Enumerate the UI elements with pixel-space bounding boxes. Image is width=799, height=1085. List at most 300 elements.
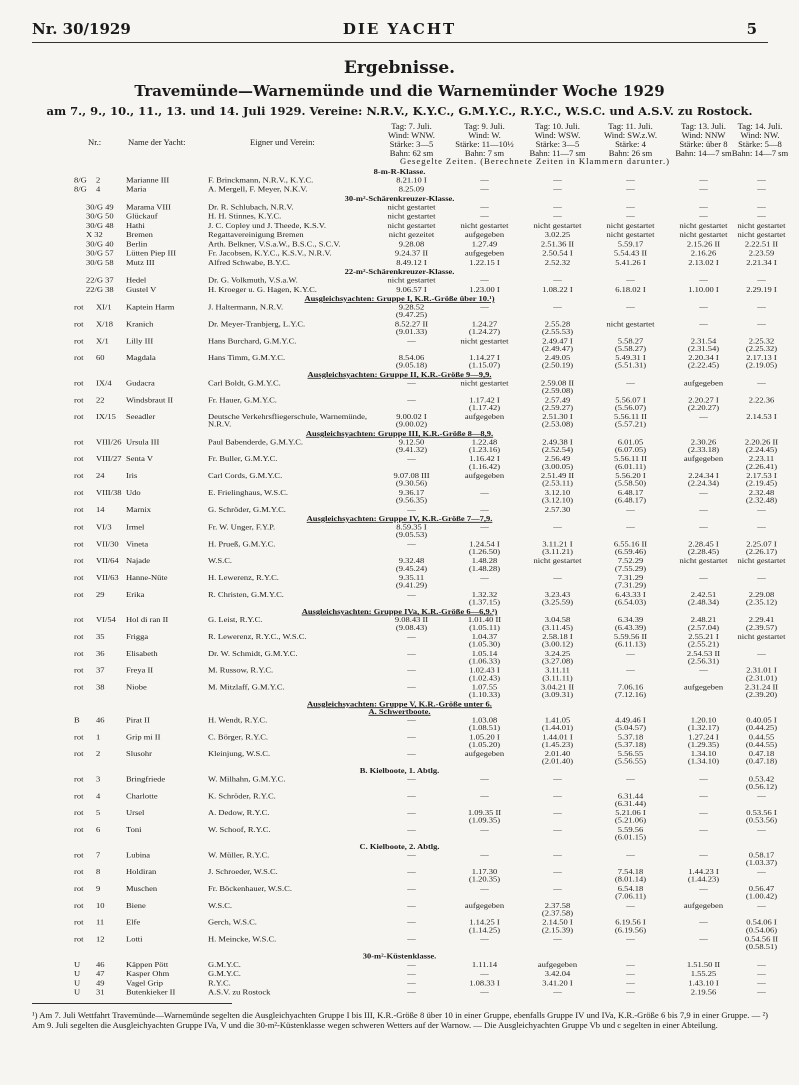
sail-class: rot — [74, 749, 84, 758]
race-time: 7.52.29 (7.55.29) — [614, 556, 647, 573]
footnote-rule — [32, 1003, 232, 1004]
race-time: 5.56.11 II (6.01.11) — [614, 454, 647, 471]
race-time: — — [699, 505, 708, 514]
race-time: — — [626, 666, 635, 675]
race-time: — — [626, 774, 635, 784]
table-row — [0, 809, 799, 824]
race-time: nicht gestartet — [737, 632, 786, 641]
yacht-name: Windsbraut II — [126, 395, 174, 404]
sail-number: 4 — [96, 791, 101, 800]
yacht-name: Senta V — [126, 454, 153, 463]
race-time: — — [553, 867, 562, 876]
owner-club: J. Haltermann, N.R.V. — [208, 302, 284, 312]
race-time: — — [699, 850, 708, 859]
sail-class: rot — [74, 454, 84, 463]
yacht-name: Elisabeth — [126, 649, 158, 658]
section-heading: Ausgleichsyachten: Gruppe I, K.R.-Größe über 10.¹) — [304, 294, 495, 303]
race-time: nicht gestartet — [460, 221, 509, 230]
race-time: 2.24.34 I (2.24.34) — [687, 471, 720, 488]
table-row — [0, 396, 799, 411]
race-time: nicht gestartet — [606, 230, 655, 239]
table-row — [0, 733, 799, 748]
page-title: Ergebnisse. — [343, 58, 456, 78]
sail-number: 46 — [96, 715, 105, 725]
sail-class: rot — [74, 666, 84, 675]
yacht-name: Vineta — [126, 539, 149, 549]
sail-number: 24 — [96, 471, 105, 480]
race-time: 1.23.00 I — [469, 285, 500, 294]
sail-class: B — [74, 715, 80, 725]
sail-class: U — [74, 987, 81, 997]
race-time: 1.08.33 I — [469, 978, 500, 988]
race-time: 1.24.27 (1.24.27) — [468, 319, 501, 336]
table-row — [0, 506, 799, 514]
yacht-name: Frigga — [126, 632, 149, 641]
race-time: 1.32.32 (1.37.15) — [468, 590, 501, 607]
race-time: — — [699, 184, 708, 194]
race-time: 1.03.08 (1.08.51) — [468, 715, 501, 732]
sail-number: VI/3 — [96, 522, 112, 532]
race-time: — — [626, 378, 635, 388]
race-time: nicht gestartet — [737, 556, 786, 565]
sail-class: 22/G 37 — [86, 275, 114, 285]
table-row — [0, 792, 799, 807]
sail-class: rot — [74, 505, 84, 514]
yacht-name: Kaptein Harm — [126, 302, 175, 312]
race-time: nicht gestartet — [679, 230, 728, 239]
table-row — [0, 633, 799, 648]
owner-club: Gerch, W.S.C. — [208, 917, 257, 927]
race-time: 0.47.18 (0.47.18) — [745, 749, 778, 766]
race-time: — — [757, 505, 766, 514]
sail-number: 8 — [96, 867, 101, 876]
sail-class: 30/G 58 — [86, 258, 114, 267]
owner-club: W. Müller, R.Y.C. — [208, 850, 270, 859]
race-time: — — [699, 934, 708, 944]
race-time: — — [407, 454, 416, 463]
race-time: — — [407, 867, 416, 876]
sail-class: rot — [74, 556, 84, 565]
yacht-name: Lilly III — [126, 336, 154, 345]
yacht-name: Slusohr — [126, 749, 152, 758]
yacht-name: Gustel V — [126, 285, 157, 294]
sail-class: rot — [74, 732, 84, 741]
race-time: 3.04.21 II (3.09.31) — [540, 682, 575, 699]
race-time: 2.17.13 I (2.19.05) — [745, 353, 778, 370]
race-time: aufgegeben — [464, 248, 505, 258]
race-time: — — [407, 978, 416, 988]
sail-class: rot — [74, 378, 84, 388]
owner-club: W. Schoof, R.Y.C. — [208, 825, 271, 834]
sail-class: rot — [74, 917, 84, 927]
race-time: nicht gestartet — [387, 211, 436, 221]
race-time: — — [553, 884, 562, 893]
race-time: — — [480, 573, 489, 582]
race-time: 2.22.51 II — [744, 239, 779, 249]
sail-number: 9 — [96, 884, 101, 893]
race-time: 2.16.26 — [690, 248, 717, 258]
sail-class: rot — [74, 302, 84, 312]
owner-club: A. Dedow, R.Y.C. — [208, 808, 270, 817]
race-time: 5.56.07 I (5.56.07) — [614, 395, 647, 412]
race-time: 9.28.52 (9.47.25) — [395, 302, 428, 319]
race-time: — — [626, 934, 635, 944]
owner-club: H. H. Stinnes, K.Y.C. — [208, 211, 282, 221]
table-row — [0, 851, 799, 866]
table-row — [0, 717, 799, 732]
race-time: 6.55.16 II (6.59.46) — [613, 539, 648, 556]
race-time: aufgegeben — [683, 454, 724, 463]
section-heading: B. Kielboote, 1. Abtlg. — [359, 766, 440, 775]
day-header: Tag: 14. Juli. Wind: NW. Stärke: 5—8 Bahn: 14—7 sm — [731, 121, 789, 158]
sail-class: rot — [74, 791, 84, 800]
owner-club: Arth. Belkner, V.S.a.W., B.S.C., S.C.V. — [208, 239, 341, 249]
race-time: 2.49.38 I (2.52.54) — [541, 437, 574, 454]
race-time: 3.04.58 (3.11.45) — [542, 615, 573, 632]
race-time: nicht gestartet — [460, 378, 509, 388]
day-header: Tag: 11. Juli. Wind: SW.z.W. Stärke: 4 Bahn: 26 sm — [604, 121, 657, 158]
race-time: 2.25.07 I (2.26.17) — [745, 539, 778, 556]
journal-title: DIE YACHT — [342, 20, 457, 38]
sail-number: IX/15 — [96, 412, 116, 421]
sail-class: rot — [74, 336, 84, 345]
race-time: 0.40.05 I (0.44.25) — [745, 715, 778, 732]
sail-number: 37 — [96, 666, 105, 675]
yacht-name: Kranich — [126, 319, 154, 329]
race-time: 1.55.25 — [690, 969, 717, 978]
race-time: — — [407, 791, 416, 800]
col-label-yacht: Name der Yacht: — [128, 137, 186, 147]
race-time: — — [407, 632, 416, 641]
race-time: nicht gestartet — [533, 221, 582, 230]
race-time: 2.17.53 I (2.19.45) — [745, 471, 778, 488]
issue-number: Nr. 30/1929 — [32, 20, 131, 38]
owner-club: C. Börger, R.Y.C. — [208, 732, 269, 741]
race-time: — — [407, 539, 416, 549]
race-time: — — [480, 791, 489, 800]
race-time: 0.53.56 I (0.53.56) — [745, 808, 778, 825]
race-time: — — [757, 791, 766, 800]
race-time: 1.16.42 I (1.16.42) — [468, 454, 501, 471]
table-row — [0, 776, 799, 791]
sail-number: 14 — [96, 505, 105, 514]
section-heading: Ausgleichsyachten: Gruppe III, K.R.-Größe 8—8,9. — [305, 429, 494, 438]
sail-class: 30/G 49 — [86, 202, 114, 211]
sail-number: X/18 — [96, 319, 113, 329]
race-time: nicht gezeitet — [388, 230, 435, 239]
race-time: — — [626, 960, 635, 969]
regatta-subline: am 7., 9., 10., 11., 13. und 14. Juli 1929. Vereine: N.R.V., K.Y.C., G.M.Y.C., R.Y.C., W.S.C. und A.S.V. zu Rostock. — [46, 104, 753, 118]
section-heading: 30-m²-Schärenkreuzer-Klasse. — [344, 194, 455, 203]
sail-class: U — [74, 969, 81, 978]
day-header: Tag: 9. Juli. Wind: W. Stärke: 11—10½ Bahn: 7 sm — [455, 121, 514, 158]
yacht-name: Marnix — [126, 505, 152, 514]
owner-club: H. Prueß, G.M.Y.C. — [208, 539, 276, 549]
owner-club: H. Kroeger u. G. Hagen, K.Y.C. — [208, 285, 317, 294]
race-time: 6.18.02 I — [615, 285, 646, 294]
race-time: — — [553, 184, 562, 194]
sail-number: VIII/27 — [96, 454, 122, 463]
race-time: 0.44.55 (0.44.55) — [745, 732, 778, 749]
yacht-name: Marianne III — [126, 175, 170, 185]
race-time: nicht gestartet — [679, 221, 728, 230]
race-time: — — [699, 211, 708, 221]
owner-club: R. Lewerenz, R.Y.C., W.S.C. — [208, 632, 307, 641]
table-row — [0, 176, 799, 184]
owner-club: Dr. R. Schlubach, N.R.V. — [208, 202, 294, 211]
race-time: 0.53.42 (0.56.12) — [745, 774, 778, 791]
race-time: 1.14.25 I (1.14.25) — [468, 917, 501, 934]
race-time: — — [480, 202, 489, 211]
race-time: — — [757, 649, 766, 658]
race-time: — — [480, 175, 489, 185]
owner-club: A. Mergell, F. Meyer, N.K.V. — [208, 184, 308, 194]
race-time: 2.49.05 (2.50.19) — [541, 353, 574, 370]
yacht-name: Berlin — [126, 239, 148, 249]
table-row — [0, 354, 799, 369]
race-time: 2.58.18 I (3.00.12) — [541, 632, 574, 649]
sail-number: 22 — [96, 395, 105, 404]
race-time: — — [626, 302, 635, 312]
sail-number: 11 — [96, 917, 105, 927]
race-time: — — [480, 850, 489, 859]
sail-number: 5 — [96, 808, 101, 817]
race-time: 2.28.45 I (2.28.45) — [687, 539, 720, 556]
race-time: 1.10.00 I — [688, 285, 719, 294]
owner-club: R. Christen, G.M.Y.C. — [208, 590, 284, 599]
race-time: nicht gestartet — [679, 556, 728, 565]
yacht-name: Butenkieker II — [126, 987, 176, 997]
race-time: 2.55.28 (2.55.53) — [541, 319, 574, 336]
table-row — [0, 574, 799, 589]
sail-class: 30/G 57 — [86, 248, 114, 258]
race-time: — — [626, 649, 635, 658]
yacht-name: Niobe — [126, 682, 147, 692]
race-time: — — [407, 808, 416, 817]
sail-number: 2 — [96, 749, 101, 758]
race-time: 0.54.56 II (0.58.51) — [744, 934, 779, 951]
sail-number: 7 — [96, 850, 101, 859]
race-time: — — [407, 378, 416, 388]
sail-number: 12 — [96, 934, 105, 944]
table-row — [0, 989, 799, 997]
yacht-name: Grip mi II — [126, 732, 161, 741]
section-heading: Ausgleichsyachten: Gruppe V, K.R.-Größe unter 6. A. Schwertboote. — [307, 699, 492, 716]
race-time: — — [626, 184, 635, 194]
owner-club: Deutsche Verkehrsfliegerschule, Warnemünde, N.R.V. — [208, 412, 368, 429]
table-row — [0, 489, 799, 504]
sail-class: rot — [74, 884, 84, 893]
sail-class: rot — [74, 590, 84, 599]
race-time: 2.25.32 (2.25.32) — [745, 336, 778, 353]
race-time: — — [407, 884, 416, 893]
race-time: 1.22.15 I — [469, 258, 500, 267]
footnote: ¹) Am 7. Juli Wettfahrt Travemünde—Warnemünde segelten die Ausgleichyachten Gruppe I bis III, K.R.-Größe 8 über 10 in einer Gruppe, ebenfalls Gruppe IV und IVa, K.R.-Größe 6 bis 7,9 in einer Gruppe. — ²) Am 9. Juli segelten die Ausgleichyachten Gruppe IVa, V und die 30-m²-Küstenklasse wegen schweren Wetters auf der Warnow. — Die Ausgleichyachten Gruppe Vb und c segelten in einer Abteilung. — [32, 1010, 768, 1030]
race-time: — — [757, 319, 766, 329]
race-time: nicht gestartet — [533, 556, 582, 565]
sail-number: 29 — [96, 590, 105, 599]
yacht-name: Hol di ran II — [126, 615, 169, 624]
race-time: 1.09.35 II (1.09.35) — [467, 808, 502, 825]
sail-number: VIII/26 — [96, 437, 122, 447]
section-heading: Ausgleichsyachten: Gruppe IV, K.R.-Größe 7—7,9. — [306, 514, 493, 523]
yacht-name: Käppen Pött — [126, 960, 169, 969]
yacht-name: Hedel — [126, 275, 147, 285]
race-time: — — [626, 505, 635, 514]
table-row — [0, 380, 799, 395]
race-time: — — [757, 184, 766, 194]
sail-number: VII/30 — [96, 539, 119, 549]
race-time: — — [407, 682, 416, 692]
race-time: — — [699, 666, 708, 675]
yacht-name: Maria — [126, 184, 147, 194]
yacht-name: Iris — [126, 471, 138, 480]
yacht-name: Udo — [126, 488, 141, 497]
race-time: — — [553, 573, 562, 582]
race-time: 6.19.56 I (6.19.56) — [614, 917, 647, 934]
col-label-nr: Nr.: — [88, 137, 102, 147]
sail-class: 30/G 50 — [86, 211, 114, 221]
table-row — [0, 286, 799, 294]
race-time: 8.59.35 I (9.05.53) — [395, 522, 428, 539]
section-heading: 30-m²-Küstenklasse. — [362, 951, 437, 961]
race-time: — — [553, 825, 562, 834]
times-note: Gesegelte Zeiten. (Berechnete Zeiten in Klammern darunter.) — [400, 156, 670, 166]
race-time: — — [757, 978, 766, 988]
race-time: — — [407, 666, 416, 675]
sail-number: 36 — [96, 649, 105, 658]
race-time: — — [757, 202, 766, 211]
race-time: — — [553, 934, 562, 944]
race-time: 9.08.43 II (9.08.43) — [394, 615, 429, 632]
race-time: 2.13.02 I — [688, 258, 719, 267]
race-time: — — [626, 202, 635, 211]
race-time: 8.21.10 I — [396, 175, 427, 185]
race-time: 7.31.29 (7.31.29) — [614, 573, 647, 590]
race-time: — — [757, 987, 766, 997]
yacht-name: Toni — [126, 825, 142, 834]
race-time: — — [553, 275, 562, 285]
owner-club: Carl Boldt, G.M.Y.C. — [208, 378, 281, 388]
sail-class: rot — [74, 774, 84, 784]
yacht-name: Ursula III — [126, 437, 160, 447]
race-time: — — [699, 275, 708, 285]
sail-class: rot — [74, 353, 84, 362]
race-time: 1.43.10 I — [688, 978, 719, 988]
yacht-name: Marama VIII — [126, 202, 171, 211]
sail-number: 6 — [96, 825, 101, 834]
sail-class: 30/G 48 — [86, 221, 114, 230]
owner-club: F. Brinckmann, N.R.V., K.Y.C. — [208, 175, 314, 185]
race-time: 2.20.34 I (2.22.45) — [687, 353, 720, 370]
yacht-name: Holdiran — [126, 867, 157, 876]
race-time: — — [407, 987, 416, 997]
race-time: 5.41.26 I — [615, 258, 646, 267]
table-row — [0, 250, 799, 258]
yacht-name: Lütten Piep III — [126, 248, 177, 258]
race-time: aufgegeben — [464, 230, 505, 239]
race-time: — — [626, 978, 635, 988]
race-time: — — [757, 960, 766, 969]
race-time: 2.42.51 (2.48.34) — [687, 590, 720, 607]
owner-club: Dr. W. Schmidt, G.M.Y.C. — [208, 649, 298, 658]
owner-club: W.S.C. — [208, 556, 233, 565]
race-time: 2.49.47 I (2.49.47) — [541, 336, 574, 353]
yacht-name: Kasper Ohm — [126, 969, 170, 978]
owner-club: W.S.C. — [208, 901, 233, 910]
race-time: — — [480, 302, 489, 312]
race-time: — — [626, 211, 635, 221]
yacht-name: Hanne-Nüte — [126, 573, 168, 582]
race-time: — — [553, 850, 562, 859]
race-time: 2.29.08 (2.35.12) — [745, 590, 778, 607]
table-row — [0, 650, 799, 665]
race-time: 2.01.40 (2.01.40) — [541, 749, 574, 766]
race-time: — — [699, 175, 708, 185]
race-time: — — [553, 808, 562, 817]
race-time: — — [757, 573, 766, 582]
sail-number: 10 — [96, 901, 105, 910]
owner-club: E. Frielinghaus, W.S.C. — [208, 488, 289, 497]
sail-class: rot — [74, 901, 84, 910]
race-time: — — [626, 522, 635, 532]
yacht-name: Biene — [126, 901, 146, 910]
race-time: — — [407, 825, 416, 834]
owner-club: W. Milhahn, G.M.Y.C. — [208, 774, 286, 784]
race-time: 1.08.22 I — [542, 285, 573, 294]
race-time: 3.11.11 (3.11.11) — [542, 666, 573, 683]
sail-class: rot — [74, 682, 84, 692]
table-row — [0, 868, 799, 883]
race-time: — — [626, 901, 635, 910]
race-time: — — [480, 774, 489, 784]
sail-number: XI/1 — [96, 302, 112, 312]
table-row — [0, 750, 799, 765]
race-time: — — [553, 211, 562, 221]
race-time: — — [757, 378, 766, 388]
col-label-eigner: Eigner und Verein: — [250, 137, 315, 147]
race-time: — — [407, 969, 416, 978]
sail-number: 2 — [96, 175, 101, 185]
sail-number: VI/54 — [96, 615, 116, 624]
owner-club: G.M.Y.C. — [208, 960, 241, 969]
yacht-name: Lotti — [126, 934, 143, 944]
race-time: 1.01.40 II (1.05.11) — [467, 615, 502, 632]
race-time: 6.31.44 (6.31.44) — [614, 791, 647, 808]
page-number: 5 — [746, 20, 757, 38]
regatta-title: Travemünde—Warnemünde und die Warnemünder Woche 1929 — [134, 82, 665, 100]
race-time: 2.51.36 II — [540, 239, 575, 249]
sail-class: rot — [74, 808, 84, 817]
race-time: 2.14.53 I — [746, 412, 777, 421]
race-time: — — [407, 505, 416, 514]
race-time: aufgegeben — [537, 960, 578, 969]
yacht-name: Elfe — [126, 917, 141, 927]
race-time: 3.02.25 — [544, 230, 571, 239]
owner-club: A.S.V. zu Rostock — [208, 987, 271, 997]
section-heading: 22-m²-Schärenkreuzer-Klasse. — [344, 267, 455, 276]
sail-number: 4 — [96, 184, 101, 194]
table-row — [0, 919, 799, 934]
race-time: — — [480, 505, 489, 514]
race-time: 1.44.23 I (1.44.23) — [687, 867, 720, 884]
owner-club: J. C. Copley und J. Theede, K.S.V. — [208, 221, 326, 230]
table-row — [0, 684, 799, 699]
race-time: — — [407, 934, 416, 944]
race-time: 9.36.17 (9.56.35) — [395, 488, 428, 505]
race-time: 1.02.43 I (1.02.43) — [468, 666, 501, 683]
sail-class: rot — [74, 395, 84, 404]
